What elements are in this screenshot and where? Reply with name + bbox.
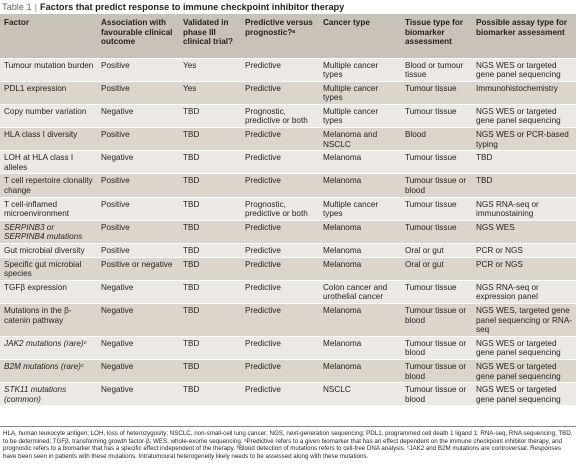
cell-cancer: NSCLC [319,383,401,406]
cell-factor: T cell repertoire clonality change [0,174,97,197]
cell-validated: TBD [179,197,241,220]
cell-predictive: Predictive [241,383,319,406]
cell-association: Positive [97,244,179,258]
cell-cancer: Melanoma [319,151,401,174]
cell-association: Negative [97,359,179,382]
cell-validated: TBD [179,104,241,127]
cell-predictive: Predictive [241,359,319,382]
cell-predictive: Predictive [241,220,319,243]
cell-tissue: Tumour tissue or blood [401,383,472,406]
cell-factor: Gut microbial diversity [0,244,97,258]
header-row [0,14,576,58]
cell-validated: Yes [179,58,241,81]
cell-association: Positive [97,58,179,81]
cell-validated: TBD [179,383,241,406]
cell-validated: TBD [179,220,241,243]
cell-tissue: Oral or gut [401,257,472,280]
cell-assay: PCR or NGS [472,257,576,280]
cell-validated: TBD [179,128,241,151]
caption-separator: | [34,2,38,12]
cell-tissue: Tumour tissue or blood [401,359,472,382]
cell-factor: PDL1 expression [0,81,97,104]
cell-predictive: Prognostic, predictive or both [241,104,319,127]
cell-assay: NGS WES or targeted gene panel sequencing [472,336,576,359]
cell-tissue: Tumour tissue [401,220,472,243]
header-assay-type: Possible assay type for biomarker assessment [472,14,576,58]
cell-validated: TBD [179,151,241,174]
cell-factor: LOH at HLA class I alleles [0,151,97,174]
cell-tissue: Tumour tissue or blood [401,336,472,359]
cell-cancer: Colon cancer and urothelial cancer [319,280,401,303]
cell-factor: B2M mutations (rare)ᶜ [0,359,97,382]
cell-tissue: Tumour tissue [401,81,472,104]
cell-assay: TBD [472,174,576,197]
cell-tissue: Tumour tissue [401,151,472,174]
cell-assay: TBD [472,151,576,174]
cell-predictive: Predictive [241,303,319,336]
cell-tissue: Oral or gut [401,244,472,258]
cell-association: Positive or negative [97,257,179,280]
cell-association: Negative [97,383,179,406]
cell-association: Negative [97,151,179,174]
cell-association: Negative [97,303,179,336]
cell-cancer: Melanoma [319,220,401,243]
cell-predictive: Predictive [241,128,319,151]
cell-assay: NGS WES or targeted gene panel sequencing [472,383,576,406]
cell-assay: PCR or NGS [472,244,576,258]
cell-assay: NGS WES, targeted gene panel sequencing or RNA-seq [472,303,576,336]
cell-factor: Tumour mutation burden [0,58,97,81]
factors-table [0,14,576,405]
cell-cancer: Melanoma [319,257,401,280]
header-factor: Factor [0,14,97,58]
table-row [0,359,576,382]
cell-association: Negative [97,104,179,127]
cell-validated: TBD [179,174,241,197]
cell-factor: JAK2 mutations (rare)ᶜ [0,336,97,359]
cell-predictive: Predictive [241,257,319,280]
table-row [0,174,576,197]
cell-association: Positive [97,174,179,197]
table-label: Table 1 [2,2,32,12]
cell-factor: Specific gut microbial species [0,257,97,280]
cell-validated: TBD [179,280,241,303]
cell-assay: NGS WES or targeted gene panel sequencing [472,104,576,127]
table-row [0,104,576,127]
cell-factor: T cell-inflamed microenvironment [0,197,97,220]
table-row [0,257,576,280]
cell-factor: Copy number variation [0,104,97,127]
cell-association: Positive [97,81,179,104]
cell-cancer: Multiple cancer types [319,81,401,104]
table-row [0,81,576,104]
cell-validated: TBD [179,303,241,336]
table-body [0,58,576,405]
cell-validated: TBD [179,359,241,382]
cell-validated: Yes [179,81,241,104]
cell-predictive: Prognostic, predictive or both [241,197,319,220]
cell-factor: SERPINB3 or SERPINB4 mutations [0,220,97,243]
cell-predictive: Predictive [241,81,319,104]
cell-tissue: Tumour tissue [401,104,472,127]
cell-predictive: Predictive [241,174,319,197]
table-footnote: HLA, human leukocyte antigen; LOH, loss of heterozygosity; NSCLC, non-small-cell lung cancer; NGS, next-generation sequencing; PDL1, programmed cell death 1 ligand 1; RNA-seq, RNA sequencing; TBD, to be determined; TGFβ, transforming growth factor-β; WES, whole-exome sequencing. ᵃPredictive refers to a given biomarker that has an effect dependent on the immune checkpoint inhibitor therapy, and prognostic refers to a biomarker that has a specific effect independent of the therapy. ᵇBlood detection of mutations refers to cell-free DNA analysis. ᶜJAK2 and B2M mutations are controversial. Responses have been seen in patients with these mutations. Intratumoural heterogeneity likely needs to be assessed along with these mutations. [0,426,576,460]
cell-cancer: Melanoma and NSCLC [319,128,401,151]
cell-association: Positive [97,197,179,220]
cell-assay: NGS WES or targeted gene panel sequencing [472,359,576,382]
header-tissue-type: Tissue type for biomarker assessment [401,14,472,58]
cell-cancer: Melanoma [319,336,401,359]
cell-factor: TGFβ expression [0,280,97,303]
cell-association: Positive [97,220,179,243]
cell-tissue: Tumour tissue [401,197,472,220]
header-association: Association with favourable clinical outcome [97,14,179,58]
cell-predictive: Predictive [241,58,319,81]
cell-cancer: Melanoma [319,303,401,336]
cell-tissue: Tumour tissue or blood [401,303,472,336]
table-row [0,128,576,151]
cell-cancer: Multiple cancer types [319,58,401,81]
table-row [0,336,576,359]
table-row [0,383,576,406]
cell-tissue: Tumour tissue or blood [401,174,472,197]
table-row [0,303,576,336]
cell-factor: HLA class I diversity [0,128,97,151]
cell-predictive: Predictive [241,336,319,359]
cell-validated: TBD [179,336,241,359]
cell-assay: NGS WES or PCR-based typing [472,128,576,151]
table-caption [0,0,576,14]
table-row [0,280,576,303]
table-row [0,197,576,220]
cell-validated: TBD [179,257,241,280]
cell-association: Negative [97,336,179,359]
cell-cancer: Multiple cancer types [319,197,401,220]
cell-validated: TBD [179,244,241,258]
cell-assay: Immunohistochemistry [472,81,576,104]
cell-tissue: Blood or tumour tissue [401,58,472,81]
cell-factor: STK11 mutations (common) [0,383,97,406]
cell-association: Negative [97,280,179,303]
cell-tissue: Blood [401,128,472,151]
cell-assay: NGS WES [472,220,576,243]
cell-association: Positive [97,128,179,151]
table-row [0,244,576,258]
cell-assay: NGS RNA-seq or immunostaining [472,197,576,220]
cell-assay: NGS RNA-seq or expression panel [472,280,576,303]
cell-cancer: Melanoma [319,174,401,197]
cell-predictive: Predictive [241,151,319,174]
cell-factor: Mutations in the β-catenin pathway [0,303,97,336]
table-row [0,220,576,243]
cell-predictive: Predictive [241,280,319,303]
header-validated: Validated in phase III clinical trial? [179,14,241,58]
table-title: Factors that predict response to immune checkpoint inhibitor therapy [40,2,345,12]
cell-cancer: Melanoma [319,244,401,258]
cell-cancer: Multiple cancer types [319,104,401,127]
cell-cancer: Melanoma [319,359,401,382]
table-row [0,58,576,81]
header-predictive: Predictive versus prognostic?ᵃ [241,14,319,58]
cell-assay: NGS WES or targeted gene panel sequencing [472,58,576,81]
cell-predictive: Predictive [241,244,319,258]
cell-tissue: Tumour tissue [401,280,472,303]
header-cancer-type: Cancer type [319,14,401,58]
table-row [0,151,576,174]
